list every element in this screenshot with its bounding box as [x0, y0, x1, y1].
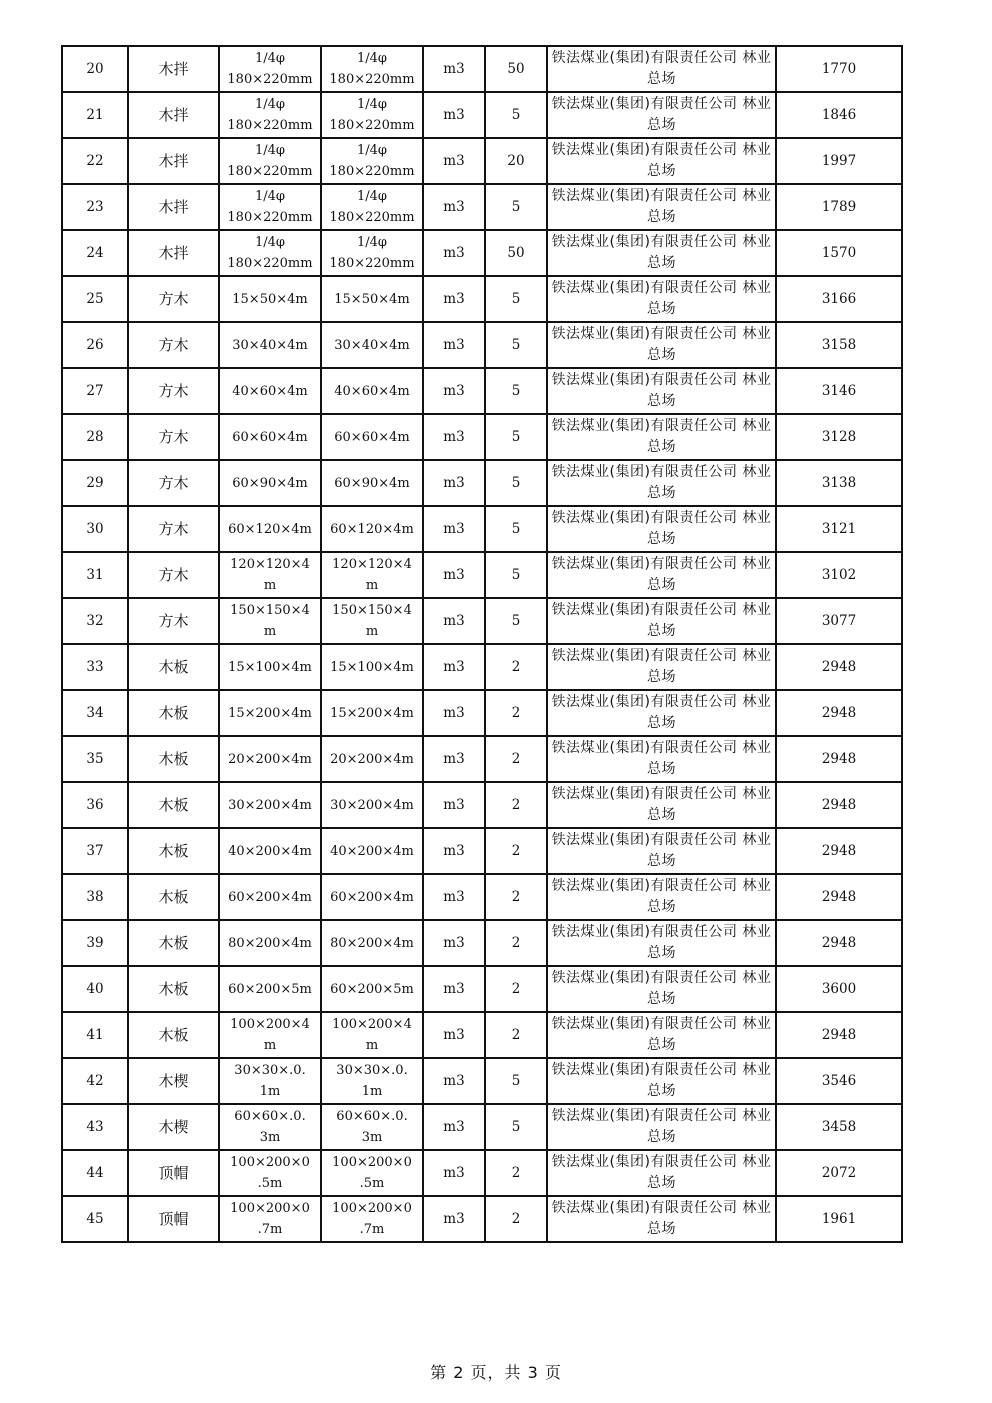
supplier-cell: 铁法煤业(集团)有限责任公司 林业总场: [547, 414, 776, 460]
supplier-cell: 铁法煤业(集团)有限责任公司 林业总场: [547, 598, 776, 644]
spec-cell: 100×200×0 .5m: [219, 1150, 321, 1196]
price-table: [61, 45, 903, 1243]
row-number-cell: 21: [62, 92, 128, 138]
material-name-cell: 木拌: [128, 46, 219, 92]
price-cell: 1997: [776, 138, 902, 184]
row-number-cell: 36: [62, 782, 128, 828]
table-row: [62, 1058, 902, 1104]
material-name-cell: 顶帽: [128, 1150, 219, 1196]
spec-model-cell: 1/4φ 180×220mm: [321, 184, 423, 230]
quantity-cell: 5: [485, 552, 547, 598]
price-cell: 2948: [776, 828, 902, 874]
unit-cell: m3: [423, 1196, 485, 1242]
unit-cell: m3: [423, 414, 485, 460]
row-number-cell: 26: [62, 322, 128, 368]
spec-cell: 15×50×4m: [219, 276, 321, 322]
table-row: [62, 874, 902, 920]
spec-cell: 20×200×4m: [219, 736, 321, 782]
spec-model-cell: 15×100×4m: [321, 644, 423, 690]
spec-model-cell: 60×200×5m: [321, 966, 423, 1012]
table-row: [62, 1012, 902, 1058]
spec-cell: 40×200×4m: [219, 828, 321, 874]
spec-cell: 15×200×4m: [219, 690, 321, 736]
table-row: [62, 1150, 902, 1196]
price-cell: 3102: [776, 552, 902, 598]
spec-cell: 30×40×4m: [219, 322, 321, 368]
supplier-cell: 铁法煤业(集团)有限责任公司 林业总场: [547, 138, 776, 184]
material-name-cell: 木板: [128, 920, 219, 966]
quantity-cell: 50: [485, 46, 547, 92]
supplier-cell: 铁法煤业(集团)有限责任公司 林业总场: [547, 690, 776, 736]
price-cell: 2072: [776, 1150, 902, 1196]
row-number-cell: 32: [62, 598, 128, 644]
material-name-cell: 方木: [128, 322, 219, 368]
supplier-cell: 铁法煤业(集团)有限责任公司 林业总场: [547, 506, 776, 552]
material-name-cell: 木板: [128, 644, 219, 690]
spec-cell: 60×120×4m: [219, 506, 321, 552]
row-number-cell: 43: [62, 1104, 128, 1150]
price-cell: 3128: [776, 414, 902, 460]
price-cell: 3158: [776, 322, 902, 368]
spec-cell: 15×100×4m: [219, 644, 321, 690]
row-number-cell: 35: [62, 736, 128, 782]
unit-cell: m3: [423, 506, 485, 552]
row-number-cell: 25: [62, 276, 128, 322]
material-name-cell: 顶帽: [128, 1196, 219, 1242]
price-cell: 1570: [776, 230, 902, 276]
row-number-cell: 42: [62, 1058, 128, 1104]
spec-cell: 120×120×4 m: [219, 552, 321, 598]
unit-cell: m3: [423, 322, 485, 368]
supplier-cell: 铁法煤业(集团)有限责任公司 林业总场: [547, 644, 776, 690]
quantity-cell: 5: [485, 506, 547, 552]
spec-model-cell: 80×200×4m: [321, 920, 423, 966]
quantity-cell: 2: [485, 644, 547, 690]
price-cell: 1789: [776, 184, 902, 230]
price-cell: 3146: [776, 368, 902, 414]
spec-model-cell: 40×200×4m: [321, 828, 423, 874]
spec-cell: 60×60×4m: [219, 414, 321, 460]
price-cell: 3121: [776, 506, 902, 552]
price-cell: 2948: [776, 920, 902, 966]
price-cell: 2948: [776, 782, 902, 828]
row-number-cell: 38: [62, 874, 128, 920]
unit-cell: m3: [423, 828, 485, 874]
price-cell: 1846: [776, 92, 902, 138]
unit-cell: m3: [423, 920, 485, 966]
price-cell: 3138: [776, 460, 902, 506]
table-row: [62, 736, 902, 782]
material-name-cell: 木板: [128, 874, 219, 920]
unit-cell: m3: [423, 644, 485, 690]
price-cell: 2948: [776, 1012, 902, 1058]
table-row: [62, 920, 902, 966]
quantity-cell: 2: [485, 1150, 547, 1196]
quantity-cell: 2: [485, 736, 547, 782]
supplier-cell: 铁法煤业(集团)有限责任公司 林业总场: [547, 460, 776, 506]
spec-model-cell: 100×200×4 m: [321, 1012, 423, 1058]
material-name-cell: 木拌: [128, 92, 219, 138]
spec-model-cell: 60×90×4m: [321, 460, 423, 506]
price-cell: 2948: [776, 690, 902, 736]
table-row: [62, 828, 902, 874]
supplier-cell: 铁法煤业(集团)有限责任公司 林业总场: [547, 920, 776, 966]
table-row: [62, 184, 902, 230]
unit-cell: m3: [423, 138, 485, 184]
spec-model-cell: 150×150×4 m: [321, 598, 423, 644]
spec-model-cell: 15×200×4m: [321, 690, 423, 736]
quantity-cell: 5: [485, 368, 547, 414]
row-number-cell: 41: [62, 1012, 128, 1058]
spec-cell: 60×60×.0. 3m: [219, 1104, 321, 1150]
table-row: [62, 460, 902, 506]
table-row: [62, 598, 902, 644]
quantity-cell: 5: [485, 1058, 547, 1104]
quantity-cell: 50: [485, 230, 547, 276]
spec-cell: 60×200×4m: [219, 874, 321, 920]
spec-model-cell: 15×50×4m: [321, 276, 423, 322]
supplier-cell: 铁法煤业(集团)有限责任公司 林业总场: [547, 230, 776, 276]
price-cell: 3166: [776, 276, 902, 322]
unit-cell: m3: [423, 966, 485, 1012]
spec-model-cell: 100×200×0 .7m: [321, 1196, 423, 1242]
unit-cell: m3: [423, 92, 485, 138]
quantity-cell: 20: [485, 138, 547, 184]
table-row: [62, 414, 902, 460]
spec-cell: 1/4φ 180×220mm: [219, 46, 321, 92]
unit-cell: m3: [423, 460, 485, 506]
unit-cell: m3: [423, 46, 485, 92]
supplier-cell: 铁法煤业(集团)有限责任公司 林业总场: [547, 552, 776, 598]
supplier-cell: 铁法煤业(集团)有限责任公司 林业总场: [547, 1058, 776, 1104]
material-name-cell: 木板: [128, 966, 219, 1012]
unit-cell: m3: [423, 1012, 485, 1058]
row-number-cell: 20: [62, 46, 128, 92]
material-name-cell: 木楔: [128, 1058, 219, 1104]
spec-model-cell: 60×200×4m: [321, 874, 423, 920]
quantity-cell: 5: [485, 1104, 547, 1150]
price-cell: 3600: [776, 966, 902, 1012]
table-row: [62, 782, 902, 828]
quantity-cell: 2: [485, 782, 547, 828]
spec-cell: 60×90×4m: [219, 460, 321, 506]
material-name-cell: 木板: [128, 736, 219, 782]
material-name-cell: 方木: [128, 460, 219, 506]
price-cell: 2948: [776, 736, 902, 782]
spec-model-cell: 30×40×4m: [321, 322, 423, 368]
quantity-cell: 5: [485, 414, 547, 460]
quantity-cell: 2: [485, 1012, 547, 1058]
row-number-cell: 31: [62, 552, 128, 598]
spec-model-cell: 60×120×4m: [321, 506, 423, 552]
row-number-cell: 37: [62, 828, 128, 874]
unit-cell: m3: [423, 1104, 485, 1150]
row-number-cell: 40: [62, 966, 128, 1012]
table-row: [62, 138, 902, 184]
price-cell: 1961: [776, 1196, 902, 1242]
spec-model-cell: 1/4φ 180×220mm: [321, 46, 423, 92]
quantity-cell: 2: [485, 920, 547, 966]
quantity-cell: 5: [485, 460, 547, 506]
price-cell: 2948: [776, 874, 902, 920]
table-row: [62, 276, 902, 322]
table-row: [62, 230, 902, 276]
spec-cell: 1/4φ 180×220mm: [219, 92, 321, 138]
table-row: [62, 690, 902, 736]
supplier-cell: 铁法煤业(集团)有限责任公司 林业总场: [547, 92, 776, 138]
row-number-cell: 30: [62, 506, 128, 552]
table-row: [62, 552, 902, 598]
quantity-cell: 2: [485, 874, 547, 920]
unit-cell: m3: [423, 736, 485, 782]
spec-cell: 80×200×4m: [219, 920, 321, 966]
material-name-cell: 木板: [128, 690, 219, 736]
spec-cell: 100×200×0 .7m: [219, 1196, 321, 1242]
spec-cell: 1/4φ 180×220mm: [219, 138, 321, 184]
material-name-cell: 木板: [128, 782, 219, 828]
unit-cell: m3: [423, 782, 485, 828]
material-name-cell: 方木: [128, 414, 219, 460]
spec-cell: 1/4φ 180×220mm: [219, 184, 321, 230]
material-name-cell: 木拌: [128, 230, 219, 276]
material-name-cell: 木拌: [128, 138, 219, 184]
material-name-cell: 方木: [128, 276, 219, 322]
quantity-cell: 5: [485, 276, 547, 322]
quantity-cell: 5: [485, 92, 547, 138]
table-row: [62, 1104, 902, 1150]
price-cell: 3077: [776, 598, 902, 644]
material-name-cell: 木板: [128, 828, 219, 874]
row-number-cell: 45: [62, 1196, 128, 1242]
row-number-cell: 29: [62, 460, 128, 506]
spec-model-cell: 1/4φ 180×220mm: [321, 92, 423, 138]
supplier-cell: 铁法煤业(集团)有限责任公司 林业总场: [547, 828, 776, 874]
unit-cell: m3: [423, 874, 485, 920]
spec-cell: 100×200×4 m: [219, 1012, 321, 1058]
price-cell: 1770: [776, 46, 902, 92]
row-number-cell: 33: [62, 644, 128, 690]
spec-cell: 60×200×5m: [219, 966, 321, 1012]
supplier-cell: 铁法煤业(集团)有限责任公司 林业总场: [547, 46, 776, 92]
spec-cell: 150×150×4 m: [219, 598, 321, 644]
spec-model-cell: 60×60×4m: [321, 414, 423, 460]
table-row: [62, 46, 902, 92]
spec-model-cell: 1/4φ 180×220mm: [321, 138, 423, 184]
quantity-cell: 2: [485, 966, 547, 1012]
material-name-cell: 木楔: [128, 1104, 219, 1150]
unit-cell: m3: [423, 552, 485, 598]
supplier-cell: 铁法煤业(集团)有限责任公司 林业总场: [547, 736, 776, 782]
spec-cell: 40×60×4m: [219, 368, 321, 414]
price-cell: 2948: [776, 644, 902, 690]
spec-model-cell: 20×200×4m: [321, 736, 423, 782]
unit-cell: m3: [423, 184, 485, 230]
row-number-cell: 44: [62, 1150, 128, 1196]
unit-cell: m3: [423, 690, 485, 736]
unit-cell: m3: [423, 230, 485, 276]
spec-model-cell: 100×200×0 .5m: [321, 1150, 423, 1196]
quantity-cell: 5: [485, 598, 547, 644]
supplier-cell: 铁法煤业(集团)有限责任公司 林业总场: [547, 276, 776, 322]
quantity-cell: 2: [485, 1196, 547, 1242]
table-row: [62, 966, 902, 1012]
material-name-cell: 方木: [128, 506, 219, 552]
table-row: [62, 644, 902, 690]
spec-model-cell: 60×60×.0. 3m: [321, 1104, 423, 1150]
material-name-cell: 木拌: [128, 184, 219, 230]
table-row: [62, 506, 902, 552]
row-number-cell: 34: [62, 690, 128, 736]
material-name-cell: 木板: [128, 1012, 219, 1058]
supplier-cell: 铁法煤业(集团)有限责任公司 林业总场: [547, 1150, 776, 1196]
row-number-cell: 23: [62, 184, 128, 230]
supplier-cell: 铁法煤业(集团)有限责任公司 林业总场: [547, 368, 776, 414]
quantity-cell: 5: [485, 184, 547, 230]
supplier-cell: 铁法煤业(集团)有限责任公司 林业总场: [547, 874, 776, 920]
supplier-cell: 铁法煤业(集团)有限责任公司 林业总场: [547, 1012, 776, 1058]
supplier-cell: 铁法煤业(集团)有限责任公司 林业总场: [547, 1104, 776, 1150]
unit-cell: m3: [423, 368, 485, 414]
spec-model-cell: 40×60×4m: [321, 368, 423, 414]
row-number-cell: 39: [62, 920, 128, 966]
price-cell: 3458: [776, 1104, 902, 1150]
material-name-cell: 方木: [128, 368, 219, 414]
table-row: [62, 322, 902, 368]
table-body: [62, 46, 902, 1242]
spec-model-cell: 30×200×4m: [321, 782, 423, 828]
quantity-cell: 5: [485, 322, 547, 368]
spec-cell: 30×30×.0. 1m: [219, 1058, 321, 1104]
supplier-cell: 铁法煤业(集团)有限责任公司 林业总场: [547, 184, 776, 230]
row-number-cell: 24: [62, 230, 128, 276]
unit-cell: m3: [423, 598, 485, 644]
unit-cell: m3: [423, 276, 485, 322]
page-footer: 第 2 页，共 3 页: [430, 1363, 562, 1382]
unit-cell: m3: [423, 1058, 485, 1104]
price-cell: 3546: [776, 1058, 902, 1104]
supplier-cell: 铁法煤业(集团)有限责任公司 林业总场: [547, 1196, 776, 1242]
spec-model-cell: 30×30×.0. 1m: [321, 1058, 423, 1104]
supplier-cell: 铁法煤业(集团)有限责任公司 林业总场: [547, 966, 776, 1012]
quantity-cell: 2: [485, 690, 547, 736]
spec-model-cell: 120×120×4 m: [321, 552, 423, 598]
table-row: [62, 368, 902, 414]
spec-model-cell: 1/4φ 180×220mm: [321, 230, 423, 276]
material-name-cell: 方木: [128, 552, 219, 598]
table-row: [62, 92, 902, 138]
row-number-cell: 22: [62, 138, 128, 184]
supplier-cell: 铁法煤业(集团)有限责任公司 林业总场: [547, 322, 776, 368]
spec-cell: 1/4φ 180×220mm: [219, 230, 321, 276]
spec-cell: 30×200×4m: [219, 782, 321, 828]
table-row: [62, 1196, 902, 1242]
unit-cell: m3: [423, 1150, 485, 1196]
quantity-cell: 2: [485, 828, 547, 874]
row-number-cell: 27: [62, 368, 128, 414]
row-number-cell: 28: [62, 414, 128, 460]
material-name-cell: 方木: [128, 598, 219, 644]
supplier-cell: 铁法煤业(集团)有限责任公司 林业总场: [547, 782, 776, 828]
